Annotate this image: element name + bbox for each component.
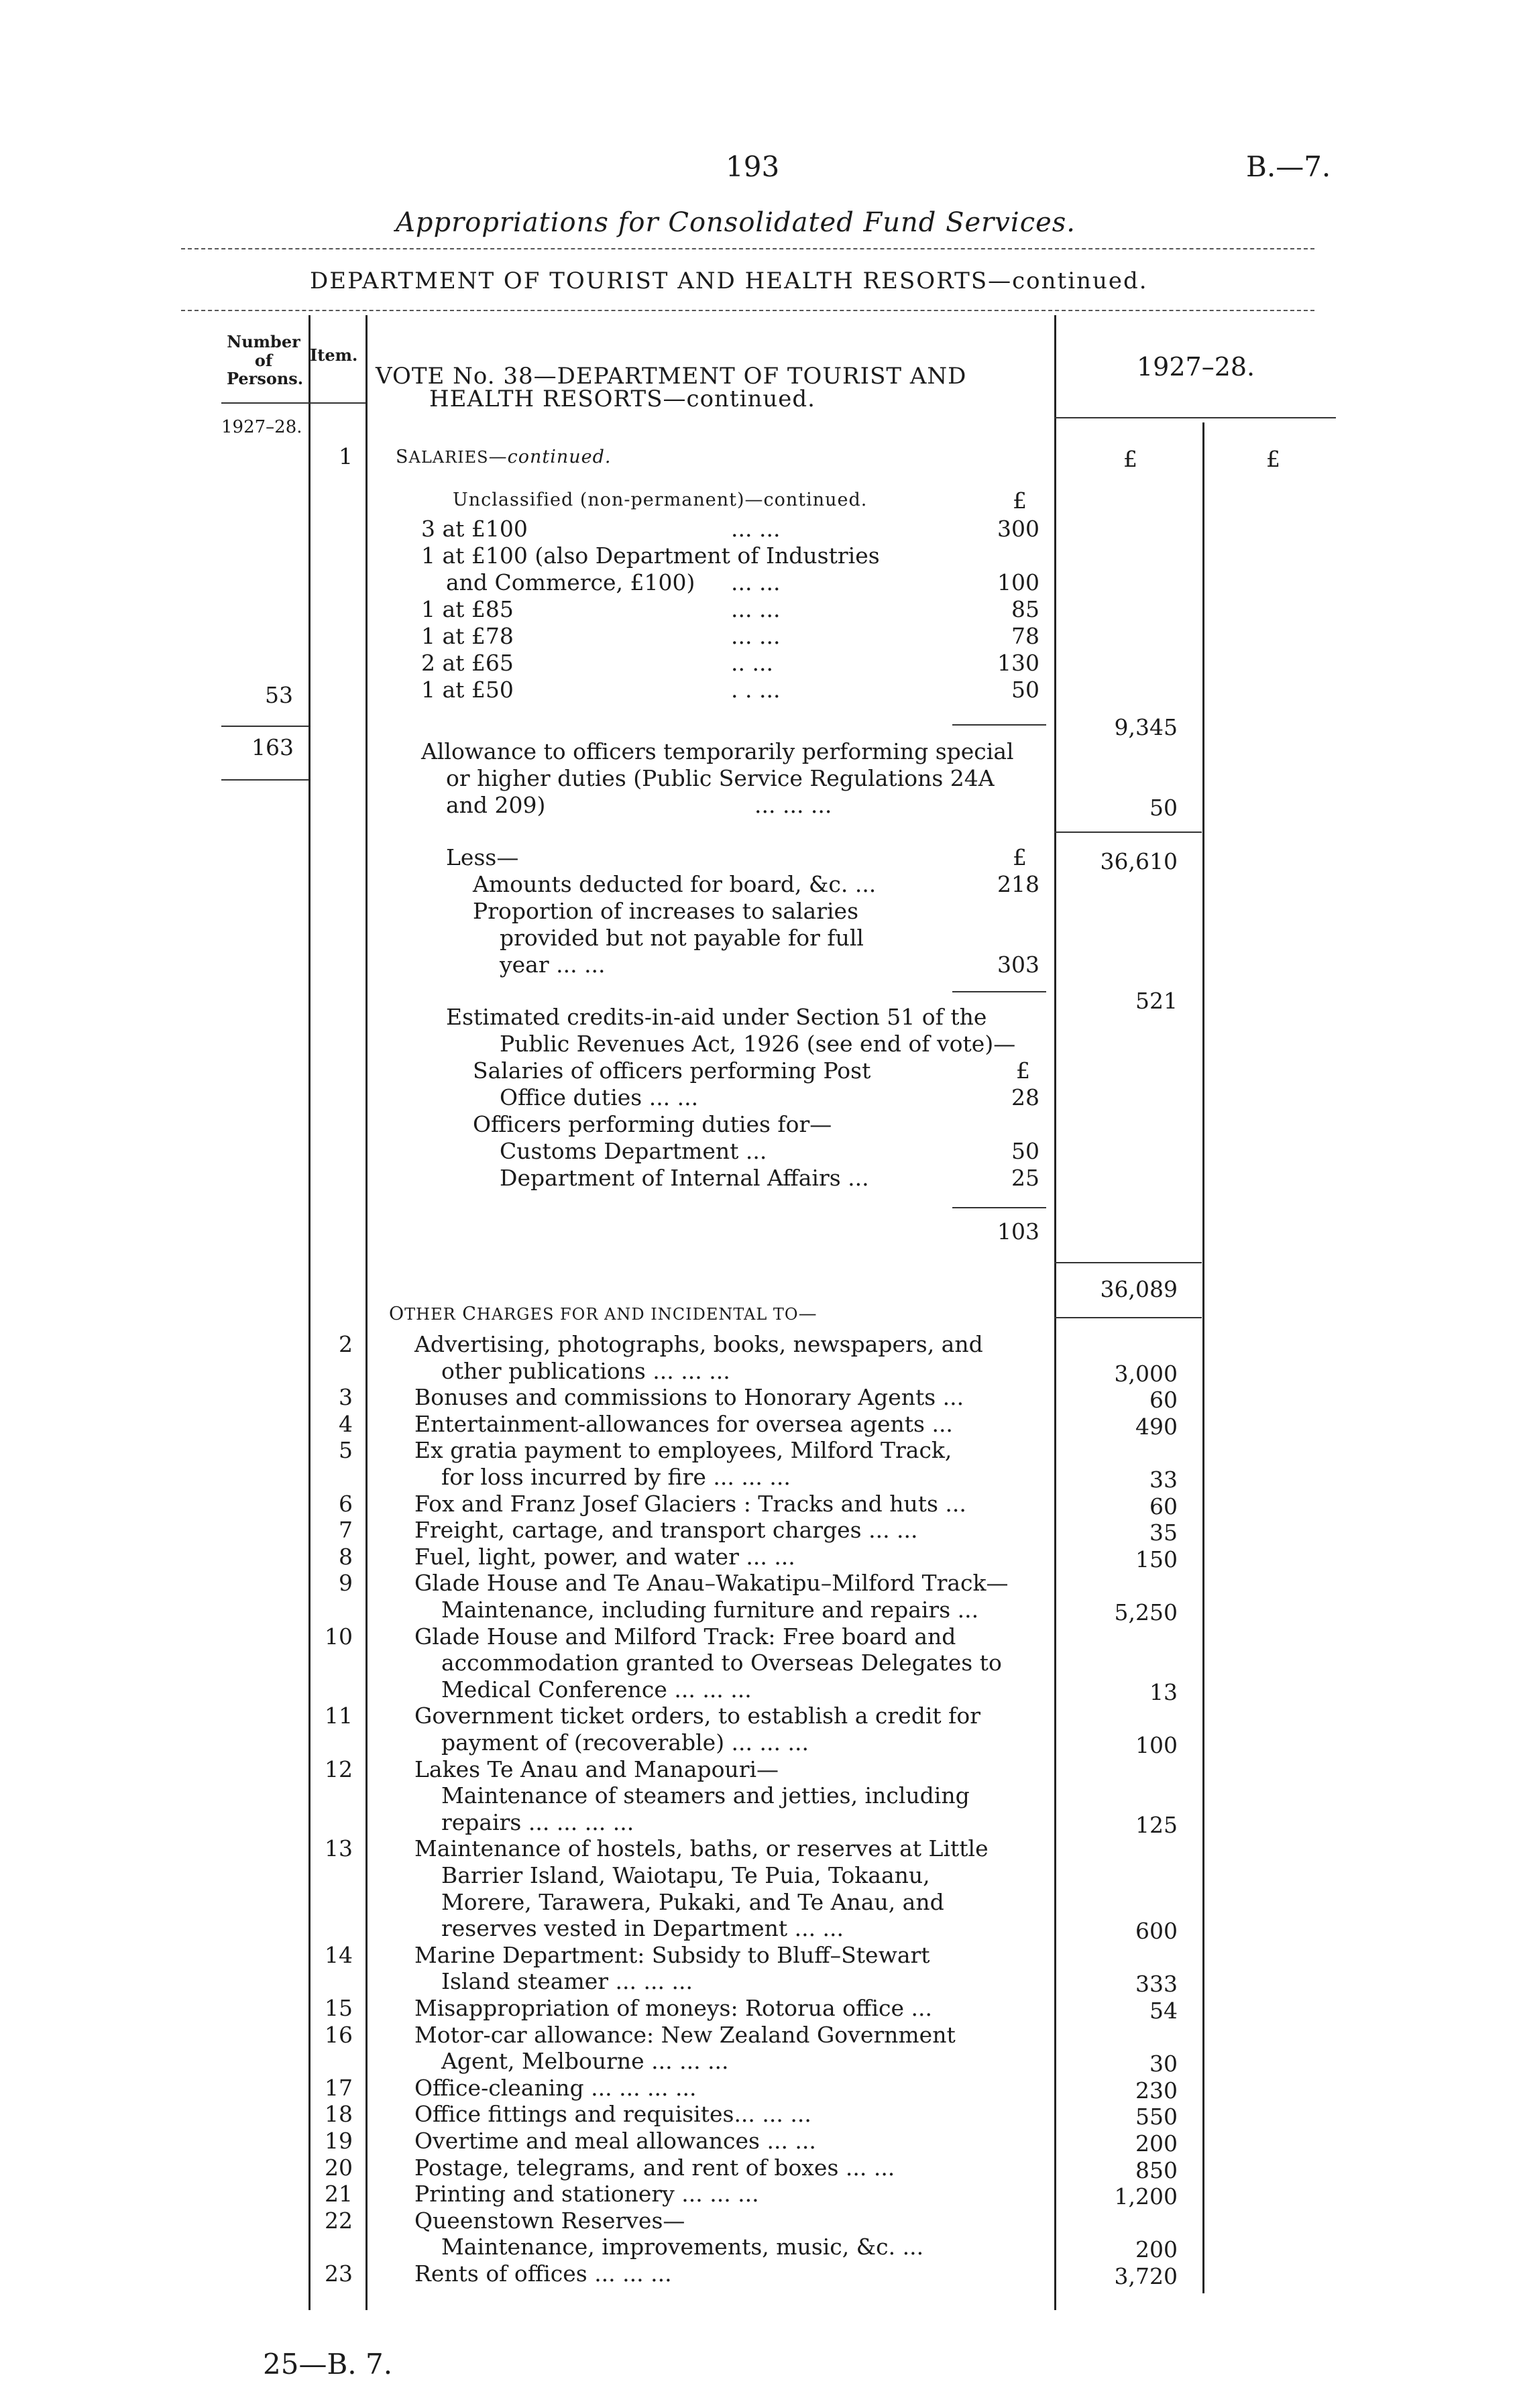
charge-description-line: Queenstown Reserves— xyxy=(414,2208,685,2234)
credits-pound-symbol: £ xyxy=(1016,1057,1030,1084)
charge-description-line: Glade House and Milford Track: Free board and xyxy=(414,1623,956,1650)
charge-amount: 35 xyxy=(1149,1520,1178,1546)
persons-total-rule xyxy=(221,779,308,781)
department-rule xyxy=(181,310,1314,311)
charge-description-line: reserves vested in Department ... ... xyxy=(441,1915,844,1941)
salary-row-label: 2 at £65 xyxy=(421,650,514,676)
less-pound-symbol: £ xyxy=(1013,844,1027,870)
salary-row-label: 1 at £50 xyxy=(421,677,514,703)
charge-description-line: Office-cleaning ... ... ... ... xyxy=(414,2075,697,2101)
credits-line7: Department of Internal Affairs ... xyxy=(500,1165,869,1191)
charge-item-number: 6 xyxy=(339,1491,353,1517)
charge-description-line: Marine Department: Subsidy to Bluff–Stewart xyxy=(414,1942,930,1968)
salary-row-value: 85 xyxy=(1011,596,1039,622)
item-column-header: Item. xyxy=(310,345,358,365)
charge-description-line: Maintenance of steamers and jetties, including xyxy=(441,1782,970,1809)
charge-item-number: 17 xyxy=(325,2075,353,2101)
year-header-rule xyxy=(1054,417,1336,418)
charge-description-line: Office fittings and requisites... ... ... xyxy=(414,2101,811,2127)
less-item-deductions: Amounts deducted for board, &c. ... xyxy=(473,871,877,897)
charge-amount: 600 xyxy=(1135,1918,1178,1944)
salary-row-label: 1 at £85 xyxy=(421,596,514,622)
less-sum-rule xyxy=(952,991,1046,992)
allowance-line3: and 209) xyxy=(446,792,546,818)
charge-amount: 60 xyxy=(1149,1387,1178,1413)
charge-amount: 490 xyxy=(1135,1414,1178,1440)
charge-item-number: 11 xyxy=(325,1703,353,1729)
salary-row-value: 100 xyxy=(997,569,1039,595)
charge-amount: 33 xyxy=(1149,1467,1178,1493)
salary-row-dots: ... ... xyxy=(731,623,781,649)
pound-column-mid-rule xyxy=(1202,422,1204,2293)
charge-item-number: 9 xyxy=(339,1570,353,1596)
persons-total: 163 xyxy=(251,734,294,760)
charge-item-number: 19 xyxy=(325,2128,353,2154)
charge-description-line: Maintenance, improvements, music, &c. ... xyxy=(441,2234,924,2260)
net-total-rule xyxy=(1054,1262,1202,1263)
charge-amount: 230 xyxy=(1135,2077,1178,2104)
salary-row-dots: . . ... xyxy=(731,677,781,703)
salaries-net-total: 36,089 xyxy=(1100,1276,1178,1302)
charge-item-number: 12 xyxy=(325,1756,353,1782)
charge-description-line: Government ticket orders, to establish a credit for xyxy=(414,1703,980,1729)
charge-amount: 1,200 xyxy=(1114,2183,1178,2210)
charge-description-line: Barrier Island, Waiotapu, Te Puia, Tokaanu, xyxy=(441,1862,930,1888)
persons-year-header: 1927–28. xyxy=(221,417,302,437)
charge-amount: 850 xyxy=(1135,2157,1178,2183)
charge-description-line: Rents of offices ... ... ... xyxy=(414,2260,672,2287)
credits-line2: Public Revenues Act, 1926 (see end of vote)— xyxy=(500,1031,1016,1057)
charge-amount: 30 xyxy=(1149,2051,1178,2077)
salaries-heading: SALARIES—continued. xyxy=(396,447,612,467)
allowance-line1: Allowance to officers temporarily performing special xyxy=(421,738,1014,764)
charge-description-line: for loss incurred by fire ... ... ... xyxy=(441,1464,791,1490)
salary-sum-rule xyxy=(952,724,1046,726)
gross-total-rule xyxy=(1054,832,1202,833)
charge-amount: 60 xyxy=(1149,1493,1178,1520)
charge-item-number: 16 xyxy=(325,2022,353,2048)
page-title: Appropriations for Consolidated Fund Services. xyxy=(396,207,1076,238)
charge-amount: 3,720 xyxy=(1114,2263,1178,2289)
vote-heading-line2: HEALTH RESORTS—continued. xyxy=(429,386,815,412)
charge-description-line: Advertising, photographs, books, newspapers, and xyxy=(414,1331,983,1357)
department-heading: DEPARTMENT OF TOURIST AND HEALTH RESORTS—continued. xyxy=(310,268,1148,294)
charge-item-number: 21 xyxy=(325,2181,353,2207)
charge-amount: 200 xyxy=(1135,2130,1178,2157)
credits-line6: Customs Department ... xyxy=(500,1138,767,1164)
credits-line5: Officers performing duties for— xyxy=(473,1111,832,1137)
charge-description-line: Island steamer ... ... ... xyxy=(441,1968,693,1994)
page-number: 193 xyxy=(726,150,780,183)
charge-item-number: 10 xyxy=(325,1623,353,1650)
salary-row-value: 78 xyxy=(1011,623,1039,649)
item-column-right-rule xyxy=(365,315,368,2310)
less-item-deductions-value: 218 xyxy=(997,871,1039,897)
title-rule xyxy=(181,248,1314,249)
charge-amount: 5,250 xyxy=(1114,1599,1178,1625)
item-column-left-rule xyxy=(308,315,311,2310)
charge-amount: 200 xyxy=(1135,2236,1178,2262)
charge-description-line: Bonuses and commissions to Honorary Agents ... xyxy=(414,1384,964,1410)
charge-item-number: 23 xyxy=(325,2260,353,2287)
persons-header-rule xyxy=(221,402,308,404)
salary-row-label: 1 at £100 (also Department of Industries xyxy=(421,542,880,569)
charge-amount: 100 xyxy=(1135,1732,1178,1758)
charge-amount: 150 xyxy=(1135,1546,1178,1572)
vote-heading-line1: VOTE No. 38—DEPARTMENT OF TOURIST AND xyxy=(376,363,967,390)
credits-line3: Salaries of officers performing Post xyxy=(473,1057,871,1084)
other-charges-rule xyxy=(1054,1317,1202,1318)
salary-row-dots: ... ... xyxy=(731,569,781,595)
charge-description-line: Maintenance, including furniture and repairs ... xyxy=(441,1597,979,1623)
charge-description-line: Motor-car allowance: New Zealand Government xyxy=(414,2022,956,2048)
charge-item-number: 22 xyxy=(325,2208,353,2234)
charge-amount: 3,000 xyxy=(1114,1361,1178,1387)
credits-line4: Office duties ... ... xyxy=(500,1084,699,1110)
credits-internal-affairs-value: 25 xyxy=(1011,1165,1039,1191)
charge-item-number: 18 xyxy=(325,2101,353,2127)
salaries-item-number: 1 xyxy=(339,443,353,469)
salaries-pound-symbol: £ xyxy=(1013,488,1027,514)
charge-description-line: Morere, Tarawera, Pukaki, and Te Anau, and xyxy=(441,1889,944,1915)
other-charges-heading: OTHER CHARGES FOR AND INCIDENTAL TO— xyxy=(389,1304,818,1324)
charge-item-number: 15 xyxy=(325,1995,353,2021)
charge-item-number: 8 xyxy=(339,1544,353,1570)
pound-symbol-col1: £ xyxy=(1123,446,1137,472)
salary-row-dots: ... ... xyxy=(731,596,781,622)
less-item-proportion-line2: provided but not payable for full xyxy=(500,925,864,951)
credits-total: 103 xyxy=(997,1218,1039,1245)
salaries-gross-total: 36,610 xyxy=(1100,848,1178,874)
salaries-subheading: Unclassified (non-permanent)—continued. xyxy=(453,490,868,510)
charge-description-line: Entertainment-allowances for oversea agents ... xyxy=(414,1411,953,1437)
less-heading: Less— xyxy=(446,844,519,870)
charge-amount: 550 xyxy=(1135,2104,1178,2130)
amount-year-header: 1927–28. xyxy=(1137,352,1255,382)
credits-customs-value: 50 xyxy=(1011,1138,1039,1164)
charge-amount: 13 xyxy=(1149,1679,1178,1705)
charge-description-line: Overtime and meal allowances ... ... xyxy=(414,2128,816,2154)
credits-sum-rule xyxy=(952,1207,1046,1208)
page-reference: B.—7. xyxy=(1246,150,1331,183)
charge-description-line: Medical Conference ... ... ... xyxy=(441,1676,752,1703)
pound-column-left-rule xyxy=(1054,315,1056,2310)
charge-description-line: Ex gratia payment to employees, Milford Track, xyxy=(414,1437,952,1463)
charge-description-line: Agent, Melbourne ... ... ... xyxy=(441,2048,729,2074)
charge-amount: 333 xyxy=(1135,1971,1178,1997)
charge-item-number: 2 xyxy=(339,1331,353,1357)
charge-description-line: payment of (recoverable) ... ... ... xyxy=(441,1729,809,1756)
charge-item-number: 3 xyxy=(339,1384,353,1410)
charge-description-line: Fuel, light, power, and water ... ... xyxy=(414,1544,795,1570)
charge-description-line: Maintenance of hostels, baths, or reserves at Little xyxy=(414,1835,989,1861)
allowance-amount: 50 xyxy=(1149,795,1178,821)
charge-item-number: 20 xyxy=(325,2155,353,2181)
charge-amount: 125 xyxy=(1135,1812,1178,1838)
salary-row-value: 300 xyxy=(997,516,1039,542)
persons-subtotal-rule xyxy=(221,726,308,727)
salary-row-label: and Commerce, £100) xyxy=(446,569,695,595)
pound-symbol-col2: £ xyxy=(1266,446,1280,472)
persons-subtotal: 53 xyxy=(265,682,293,708)
charge-amount: 54 xyxy=(1149,1998,1178,2024)
allowance-dots: ... ... ... xyxy=(754,792,832,818)
less-item-proportion-line3: year ... ... xyxy=(500,952,606,978)
salary-row-label: 1 at £78 xyxy=(421,623,514,649)
salary-row-value: 130 xyxy=(997,650,1039,676)
allowance-line2: or higher duties (Public Service Regulations 24A xyxy=(446,765,995,791)
salary-row-dots: .. ... xyxy=(731,650,773,676)
charge-description-line: Misappropriation of moneys: Rotorua office ... xyxy=(414,1995,932,2021)
salary-row-dots: ... ... xyxy=(731,516,781,542)
charge-description-line: Lakes Te Anau and Manapouri— xyxy=(414,1756,779,1782)
charge-item-number: 13 xyxy=(325,1835,353,1861)
charge-item-number: 4 xyxy=(339,1411,353,1437)
salary-row-value: 50 xyxy=(1011,677,1039,703)
charge-description-line: Fox and Franz Josef Glaciers : Tracks and huts ... xyxy=(414,1491,966,1517)
less-total: 521 xyxy=(1135,988,1178,1014)
credits-line1: Estimated credits-in-aid under Section 51 of the xyxy=(446,1004,987,1030)
credits-post-office-value: 28 xyxy=(1011,1084,1039,1110)
charge-description-line: accommodation granted to Overseas Delegates to xyxy=(441,1650,1002,1676)
charge-item-number: 14 xyxy=(325,1942,353,1968)
salaries-subtotal: 9,345 xyxy=(1114,714,1178,740)
less-item-proportion-value: 303 xyxy=(997,952,1039,978)
charge-item-number: 7 xyxy=(339,1517,353,1543)
charge-description-line: Printing and stationery ... ... ... xyxy=(414,2181,759,2207)
charge-description-line: Postage, telegrams, and rent of boxes ... ... xyxy=(414,2155,895,2181)
charge-item-number: 5 xyxy=(339,1437,353,1463)
item-header-rule xyxy=(308,402,365,404)
charge-description-line: Freight, cartage, and transport charges ... ... xyxy=(414,1517,918,1543)
footer-signature: 25—B. 7. xyxy=(263,2348,393,2381)
charge-description-line: repairs ... ... ... ... xyxy=(441,1809,634,1835)
charge-description-line: other publications ... ... ... xyxy=(441,1358,730,1384)
salary-row-label: 3 at £100 xyxy=(421,516,528,542)
persons-column-header: Number of Persons. xyxy=(227,332,304,389)
charge-description-line: Glade House and Te Anau–Wakatipu–Milford Track— xyxy=(414,1570,1009,1596)
less-item-proportion-line1: Proportion of increases to salaries xyxy=(473,898,859,924)
